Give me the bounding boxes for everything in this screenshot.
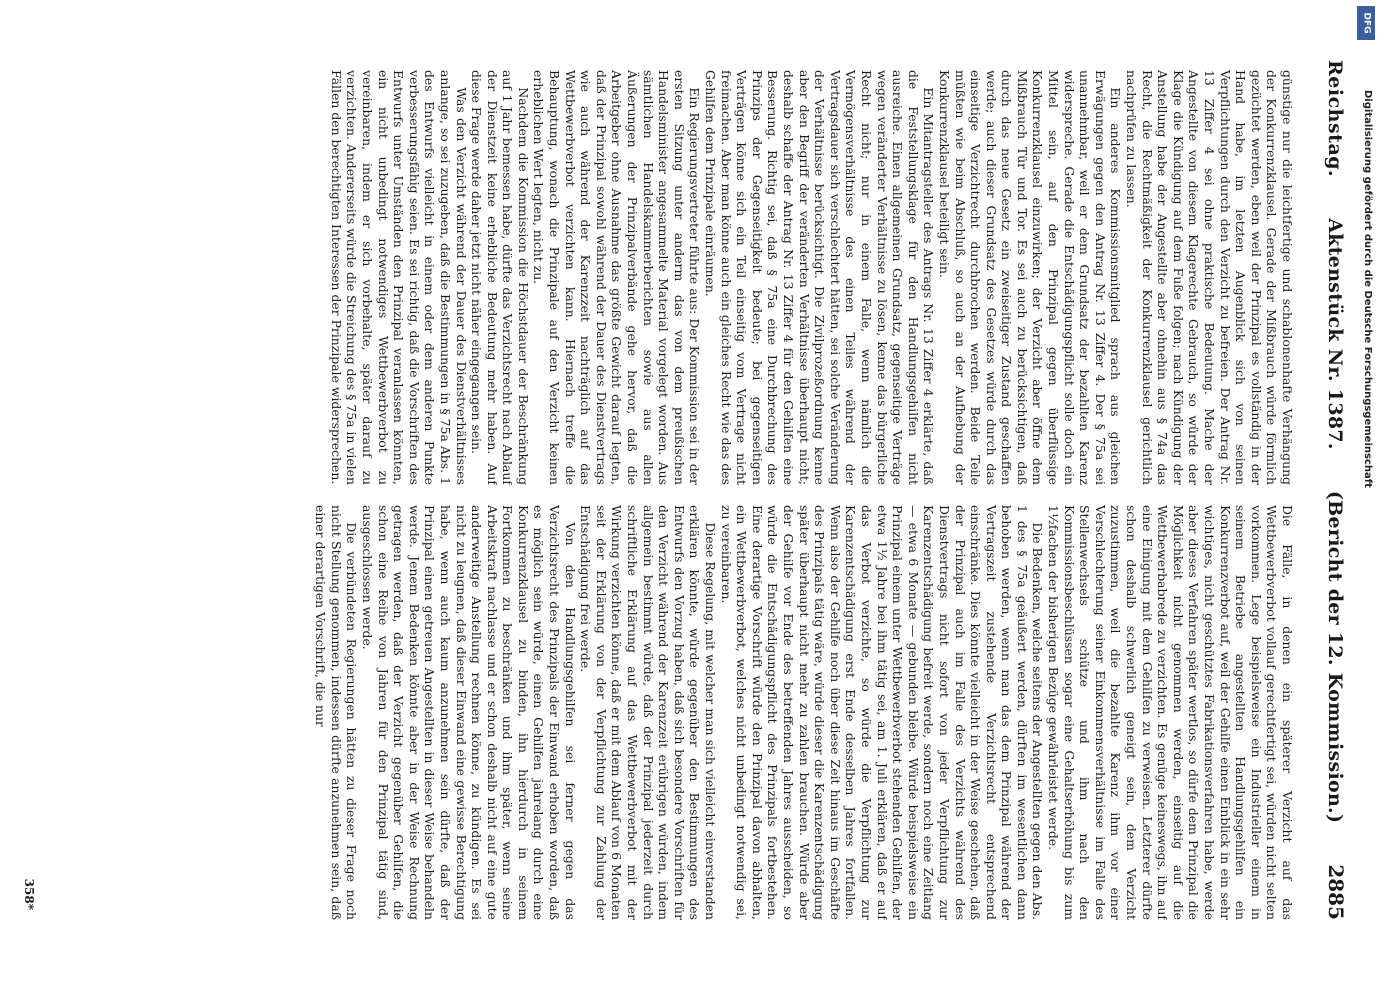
paragraph: Ein Regierungsvertreter führte aus: Der Kommission sei in der ersten Sitzung unter anderm das von dem preußischen Handelsminister angesammelte Material vorgelegt worden. Aus sämtlichen Handelskammerberichten sowie aus allen Äußerungen der Prinzipalverbände gehe hervor, daß die Arbeitgeber ohne Ausnahme das größte Gewicht darauf legten, daß der Prinzipal sowohl während der Dauer des Dienstvertrags wie auch während der Karenzzeit nachträglich auf das Wettbewerbverbot verzichten kann. Hiernach treffe die Behauptung, wonach die Prinzipale auf den Verzicht keinen erheblichen Wert legten, nicht zu. <box>531 70 703 485</box>
paragraph: günstige nur die leichtfertige und schablonenhafte Verhängung der Konkurrenzklausel. Gerade der Mißbrauch würde förmlich gezüchtet werden, eben weil der Prinzipal es vollständig in der Hand habe, im letzten Augenblick sich von seinen Verpflichtungen durch den Verzicht zu befreien. Der Antrag Nr. 13 Ziffer 4 sei ohne praktische Bedeutung. Mache der Angestellte von diesem Klagerechte Gebrauch, so würde der Klage die Kündigung auf dem Fuße folgen; nach Kündigung der Anstellung habe der Angestellte aber ohnehin aus § 74a das Recht, die Rechtmäßigkeit der Konkurrenzklausel gerichtlich nachprüfen zu lassen. <box>1124 70 1295 485</box>
page-number: 2885 <box>1324 864 1348 920</box>
digitization-note <box>1357 0 1377 1000</box>
header-reichstag: Reichstag. <box>1324 60 1346 178</box>
header-report-title: (Bericht der 12. Kommission.) <box>1324 490 1346 824</box>
digitization-credit: Digitalisierung gefördert durch die Deutsche Forschungsgemeinschaft <box>1362 90 1373 488</box>
dfg-logo-text: DFG <box>1361 12 1372 34</box>
paragraph: Nachdem die Kommission die Höchstdauer der Beschränkung auf 1 Jahr bemessen habe, dürfte das Verzichtsrecht nach Ablauf der Dienstzeit keine erhebliche Bedeutung mehr haben. Auf diese Frage werde daher jetzt nicht näher eingegangen sein. <box>469 70 531 485</box>
running-header <box>1308 60 1348 920</box>
paragraph: Die verbündeten Regierungen hätten zu dieser Frage noch nicht Stellung genommen, indessen dürfte anzunehmen sein, daß einer derartigen Vorschrift, die nur <box>313 505 360 920</box>
paragraph: Ein anderes Kommissionsmitglied sprach aus gleichen Erwägungen gegen den Antrag Nr. 13 Ziffer 4. Der § 75a sei unannehmbar, weil er dem Grundsatz der bezahlten Karenz widerspreche. Gerade die Entschädigungspflicht solle doch ein Mittel sein, auf den Prinzipal gegen überflüssige Konkurrenzklausel einzuwirken; der Verzicht aber öffne dem Mißbrauch Tür und Tor. Es sei auch zu berücksichtigen, daß durch das neue Gesetz ein zweiseitiger Zustand geschaffen werde; auch dieser Grundsatz des Gesetzes würde durch das einseitige Verzichtrecht durchbrochen werden. Beide Teile müßten wie beim Abschluß, so auch an der Aufhebung der Konkurrenzklausel beteiligt sein. <box>936 70 1124 485</box>
paragraph: Die Bedenken, welche seitens der Angestellten gegen den Abs. 1 des § 75a geäußert werden, dürften im wesentlichen dann behoben werden, wenn man das dem Prinzipal während der Vertragszeit zustehende Verzichtsrecht entsprechend einschränke. Dies könnte vielleicht in der Weise geschehen, daß der Prinzipal auch im Falle des Verzichts während des Dienstvertrags nicht sofort von jeder Verpflichtung zur Karenzentschädigung befreit werde, sondern noch eine Zeitlang — etwa 6 Monate — gebunden bleibe. Würde beispielsweise ein Prinzipal einem unter Wettbewerbverbot stehenden Gehilfen, der etwa 1½ Jahre bei ihm tätig sei, am 1. Juli erklären, daß er auf das Verbot verzichte, so würde die Verpflichtung zur Karenzentschädigung erst Ende desselben Jahres fortfallen. Wenn also der Gehilfe noch über diese Zeit hinaus im Geschäfte des Prinzipals tätig wäre, würde dieser die Karenzentschädigung später überhaupt nicht mehr zu zahlen brauchen. Würde aber der Gehilfe vor Ende des betreffenden Jahres ausscheiden, so würde die Entschädigungspflicht des Prinzipals fortbestehen. Eine derartige Vorschrift würde den Prinzipal davon abhalten, ein Wettbewerbverbot, welches nicht unbedingt notwendig sei, zu vereinbaren. <box>718 505 1046 920</box>
paragraph: Diese Regelung, mit welcher man sich vielleicht einverstanden erklären könnte, würde gegenüber den Bestimmungen des Entwurfs den Vorzug haben, daß sich besondere Vorschriften für den Verzicht während der Karenzzeit erübrigen würden, indem allgemein bestimmt würde, daß der Prinzipal jederzeit durch schriftliche Erklärung auf das Wettbewerbverbot mit der Wirkung verzichten könne, daß er mit dem Ablauf von 6 Monaten seit der Erklärung von der Verpflichtung zur Zahlung der Entschädigung frei werde. <box>578 505 719 920</box>
paragraph: Die Fälle, in denen ein späterer Verzicht auf das Wettbewerbverbot vollauf gerechtfertigt sei, würden nicht selten vorkommen. Lege beispielsweise ein Industrieller einem in seinem Betriebe angestellten Handlungsgehilfen ein Konkurrenzverbot auf, weil der Gehilfe einen Einblick in ein sehr wichtiges, nicht geschütztes Fabrikationsverfahren habe, werde aber dieses Verfahren später wertlos, so dürfe dem Prinzipal die Möglichkeit nicht genommen werden, einseitig auf die Wettbewerbabrede zu verzichten. Es genüge keineswegs, ihn auf eine Einigung mit dem Gehilfen zu verweisen. Letzterer dürfte schon deshalb schwerlich geneigt sein, dem Verzicht zuzustimmen, weil die bezahlte Karenz ihm vor einer Verschlechterung seiner Einkommensverhältnisse im Falle des Stellenwechsels schütze und ihm nach den Kommissionsbeschlüssen sogar eine Gehaltserhöhung bis zum 1½fachen der bisherigen Bezüge gewährleistet werde. <box>1046 505 1295 920</box>
text-column-right <box>40 505 1295 920</box>
text-columns <box>40 70 1295 920</box>
dfg-logo <box>1357 6 1375 40</box>
sheet-number: 358* <box>22 878 36 910</box>
paragraph: Ein Mitantragsteller des Antrags Nr. 13 Ziffer 4 erklärte, daß die Feststellungsklage für den Handlungsgehilfen nicht ausreiche. Einen allgemeinen Grundsatz, gegenseitige Verträge wegen veränderter Verhältnisse zu lösen, kenne das bürgerliche Recht nicht; nur in einem Falle, wenn nämlich die Vermögensverhältnisse des einen Teiles während der Vertragsdauer sich verschlechtert hätten, sei solche Veränderung der Verhältnisse berücksichtigt. Die Zivilprozeßordnung kenne aber den Begriff der veränderten Verhältnisse überhaupt nicht; deshalb schaffe der Antrag Nr. 13 Ziffer 4 für den Gehilfen eine Besserung. Richtig sei, daß § 75a eine Durchbrechung des Prinzips der Gegenseitigkeit bedeute; bei gegenseitigen Verträgen könne sich ein Teil einseitig vom Vertrage nicht freimachen. Aber man könne auch ein gleiches Recht wie das des Gehilfen dem Prinzipale einräumen. <box>703 70 937 485</box>
header-aktenstueck: Aktenstück Nr. 1387. <box>1324 218 1346 450</box>
paragraph: Was den Verzicht während der Dauer des Dienstverhältnisses anlange, so sei zuzugeben, daß die Bestimmungen in § 75a Abs. 1 des Entwurfs vielleicht in einem oder dem anderen Punkte verbesserungsfähig seien. Es sei richtig, daß die Vorschriften des Entwurfs unter Umständen den Prinzipal veranlassen könnten, ein nicht unbedingt notwendiges Wettbewerbverbot zu vereinbaren, indem er sich vorbehalte, später darauf zu verzichten. Andererseits würde die Streichung des § 75a in vielen Fällen den berechtigten Interessen der Prinzipale widersprechen. <box>328 70 469 485</box>
text-column-left <box>40 70 1295 485</box>
paragraph: Von den Handlungsgehilfen sei ferner gegen das Verzichtsrecht des Prinzipals der Einwand erhoben worden, daß es möglich sein würde, einen Gehilfen jahrelang durch eine Konkurrenzklausel zu binden, ihn hierdurch in seinem Fortkommen zu beschränken und ihm später, wenn seine Arbeitskraft nachlasse und er schon deshalb nicht auf eine gute anderweitige Anstellung rechnen könne, zu kündigen. Es sei nicht zu leugnen, daß dieser Einwand eine gewisse Berechtigung habe, wenn auch kaum anzunehmen sein dürfte, daß der Prinzipal einen getreuen Angestellten in dieser Weise behandeln werde. Jenem Bedenken könnte aber in der Weise Rechnung getragen werden, daß der Verzicht gegenüber Gehilfen, die schon eine Reihe von Jahren für den Prinzipal tätig sind, ausgeschlossen werde. <box>359 505 578 920</box>
